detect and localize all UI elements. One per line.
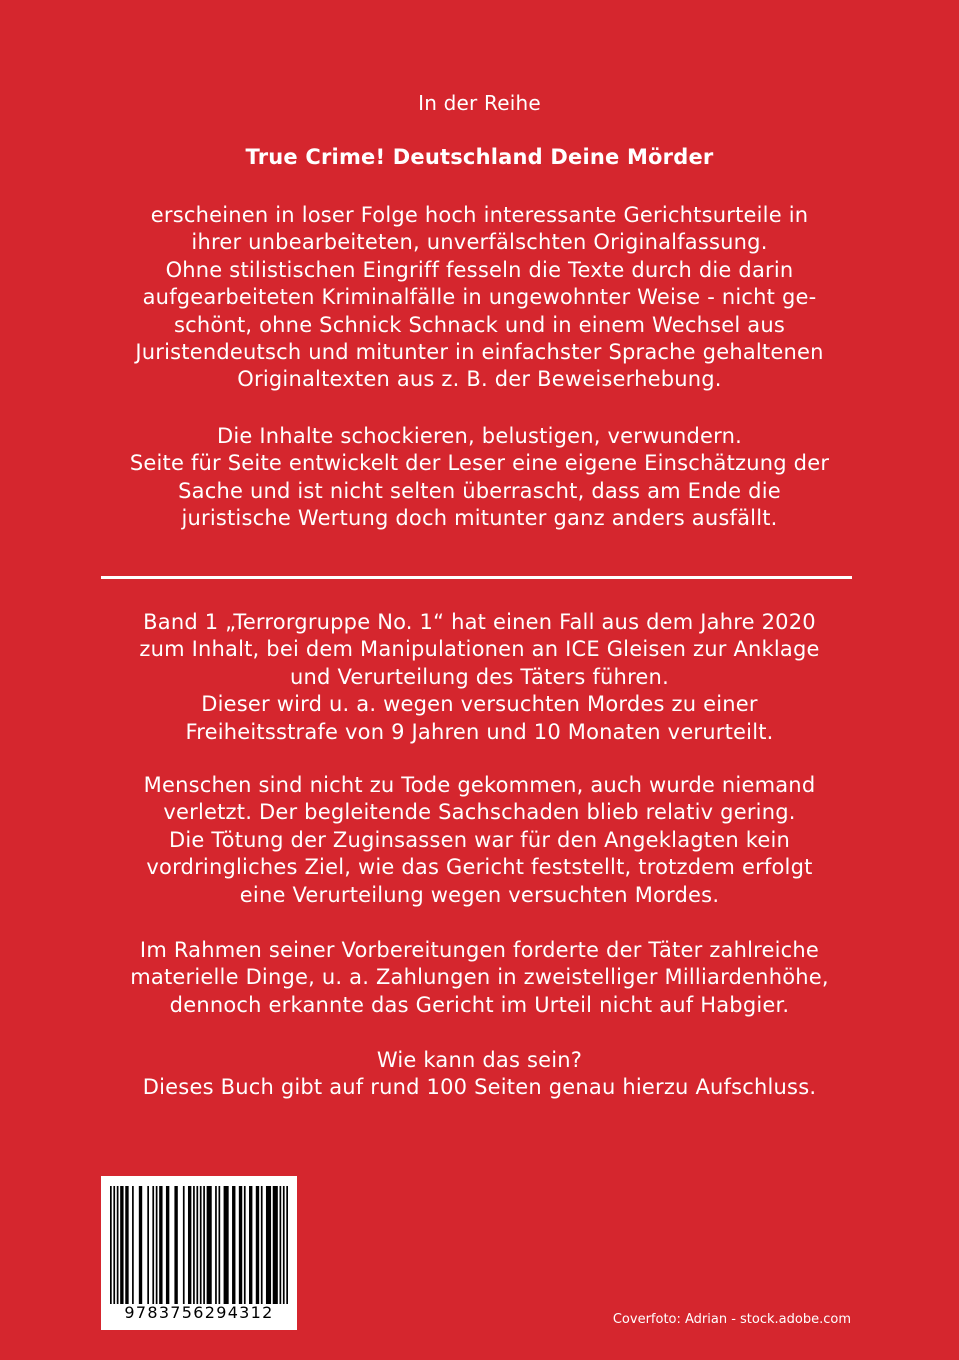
text-line: Die Inhalte schockieren, belustigen, verwundern. — [217, 424, 742, 448]
text-line: Dieses Buch gibt auf rund 100 Seiten genau hierzu Aufschluss. — [142, 1075, 817, 1100]
text-line: eine Verurteilung wegen versuchten Mordes. — [239, 882, 720, 907]
section-divider — [101, 576, 852, 579]
barcode-bar — [280, 1186, 282, 1304]
barcode-bar — [215, 1186, 217, 1304]
barcode-bar — [273, 1186, 278, 1304]
isbn-number: 9783756294312 — [124, 1303, 274, 1322]
text-line: dennoch erkannte das Gericht im Urteil nicht auf Habgier. — [169, 992, 790, 1017]
barcode-bar — [239, 1186, 242, 1304]
barcode-bar — [224, 1186, 229, 1304]
barcode-bar — [139, 1186, 142, 1304]
barcode-bar — [132, 1186, 134, 1304]
text-line: Juristendeutsch und mitunter in einfachster Sprache gehaltenen — [135, 340, 824, 365]
barcode-bar — [125, 1186, 128, 1304]
series-title-text: True Crime! Deutschland Deine Mörder — [245, 145, 714, 169]
barcode-bar — [193, 1186, 195, 1304]
barcode-bar — [232, 1186, 235, 1304]
barcode-bar — [261, 1186, 263, 1304]
text-line: und Verurteilung des Täters führen. — [290, 664, 669, 689]
barcode-bar — [256, 1186, 259, 1304]
barcode-bar — [183, 1186, 185, 1304]
cover-photo-credit: Coverfoto: Adrian - stock.adobe.com — [612, 1312, 851, 1327]
barcode-bar — [166, 1186, 169, 1304]
band-paragraph-3 — [0, 937, 959, 1019]
text-line: Seite für Seite entwickelt der Leser eine eigene Einschätzung der — [129, 451, 830, 476]
text-line: materielle Dinge, u. a. Zahlungen in zweistelliger Milliardenhöhe, — [130, 965, 829, 990]
barcode-bar — [207, 1186, 212, 1304]
band-paragraph-2 — [0, 772, 959, 909]
text-line: Ohne stilistischen Eingriff fesseln die Texte durch die darin — [165, 257, 794, 282]
barcode-bar — [249, 1186, 252, 1304]
isbn-barcode — [101, 1176, 297, 1330]
text-line: aufgearbeiteten Kriminalfälle in ungewohnter Weise - nicht ge- — [142, 285, 817, 310]
barcode-bar — [110, 1186, 112, 1304]
barcode-bar — [156, 1186, 158, 1304]
series-title — [0, 144, 959, 171]
barcode-bar — [147, 1186, 149, 1304]
barcode-graphic — [110, 1186, 288, 1304]
text-line: erscheinen in loser Folge hoch interessante Gerichtsurteile in — [150, 203, 809, 227]
barcode-bar — [286, 1186, 288, 1304]
barcode-bar — [174, 1186, 177, 1304]
barcode-bar — [219, 1186, 221, 1304]
barcode-bar — [159, 1186, 162, 1304]
barcode-bar — [196, 1186, 198, 1304]
text-line: Originaltexten aus z. B. der Beweiserhebung. — [237, 367, 722, 392]
text-line: Dieser wird u. a. wegen versuchten Mordes zu einer — [201, 692, 758, 717]
barcode-bar — [152, 1186, 154, 1304]
text-line: Freiheitsstrafe von 9 Jahren und 10 Monaten verurteilt. — [185, 719, 774, 744]
text-line: zum Inhalt, bei dem Manipulationen an ICE Gleisen zur Anklage — [139, 637, 820, 662]
text-line: Wie kann das sein? — [376, 1048, 583, 1072]
description-paragraph-1 — [0, 202, 959, 394]
text-line: Die Tötung der Zuginsassen war für den Angeklagten kein — [168, 827, 791, 852]
text-line: verletzt. Der begleitende Sachschaden blieb relativ gering. — [163, 800, 796, 825]
barcode-bar — [244, 1186, 246, 1304]
barcode-bar — [113, 1186, 115, 1304]
barcode-bar — [203, 1186, 205, 1304]
text-line: Im Rahmen seiner Vorbereitungen forderte der Täter zahlreiche — [139, 938, 820, 962]
band-paragraph-1 — [0, 609, 959, 746]
series-intro-text: In der Reihe — [418, 91, 541, 115]
barcode-bar — [283, 1186, 285, 1304]
barcode-bar — [188, 1186, 191, 1304]
text-line: ihrer unbearbeiteten, unverfälschten Originalfassung. — [191, 230, 768, 255]
text-line: vordringliches Ziel, wie das Gericht feststellt, trotzdem erfolgt — [146, 855, 813, 880]
text-line: schönt, ohne Schnick Schnack und in einem Wechsel aus — [173, 312, 786, 337]
band-paragraph-4 — [0, 1047, 959, 1102]
text-line: Sache und ist nicht selten überrascht, dass am Ende die — [178, 478, 781, 503]
description-paragraph-2 — [0, 423, 959, 533]
barcode-bar — [266, 1186, 271, 1304]
text-line: Band 1 „Terrorgruppe No. 1“ hat einen Fall aus dem Jahre 2020 — [143, 610, 816, 634]
barcode-bar — [200, 1186, 202, 1304]
text-line: Menschen sind nicht zu Tode gekommen, auch wurde niemand — [143, 773, 816, 797]
series-intro — [0, 90, 959, 117]
barcode-bar — [120, 1186, 123, 1304]
barcode-bar — [117, 1186, 119, 1304]
text-line: juristische Wertung doch mitunter ganz anders ausfällt. — [181, 506, 778, 531]
